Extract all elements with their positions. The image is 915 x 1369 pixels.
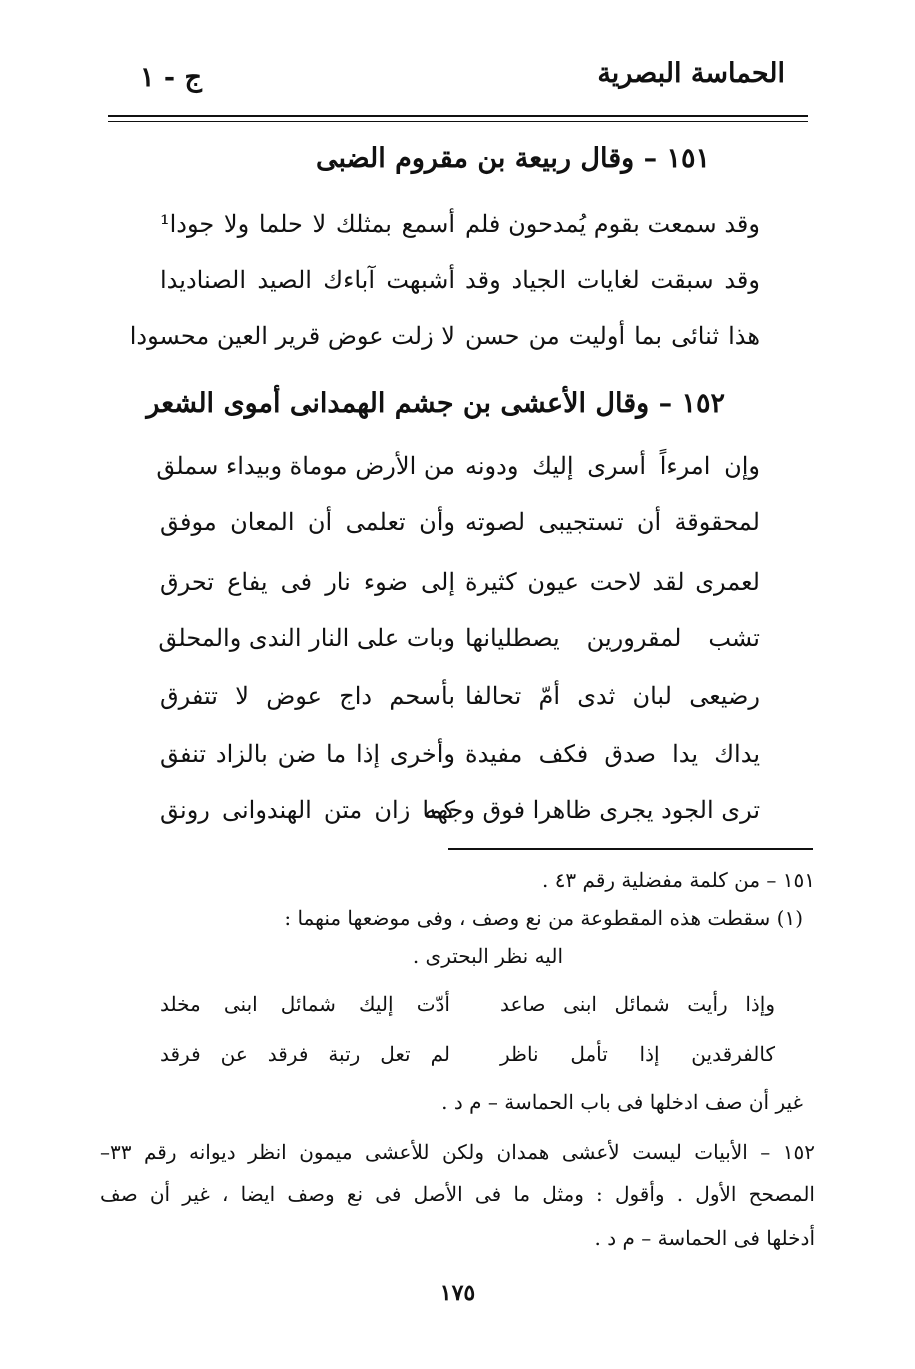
hemistich-second: وأخرى إذا ما ضن بالزاد تنفق: [160, 740, 455, 768]
header-rule: [108, 115, 808, 117]
footnote-1: (١) سقطت هذه المقطوعة من نع وصف ، وفى موضعها منهما :: [284, 906, 803, 930]
hemistich-first: كالفرقدين إذا تأمل ناظر: [500, 1042, 775, 1066]
hemistich-second: بأسحم داج عوض لا تتفرق: [160, 682, 455, 710]
hemistich-first: لمحقوقة أن تستجيبى لصوته: [465, 508, 760, 536]
footnote-152-line1: ١٥٢ – الأبيات ليست لأعشى همدان ولكن للأعشى ميمون انظر ديوانه رقم ٣٣–: [100, 1140, 815, 1164]
part-number: ج - ١: [140, 62, 202, 93]
hemistich-second: لا زلت عوض قرير العين محسودا: [129, 322, 455, 350]
footnote-1-cont: اليه نظر البحترى .: [412, 944, 563, 968]
verse-152-4: [160, 624, 760, 668]
hemistich-first: ترى الجود يجرى ظاهرا فوق وجهه: [424, 796, 760, 824]
hemistich-first: يداك يدا صدق فكف مفيدة: [465, 740, 760, 768]
hemistich-second: إلى ضوء نار فى يفاع تحرق: [160, 568, 455, 596]
hemistich-first: وإن امرءاً أسرى إليك ودونه: [465, 452, 760, 480]
footnote-rule: [448, 848, 813, 850]
page-number: ١٧٥: [439, 1280, 476, 1306]
hemistich-second: وبات على النار الندى والمحلق: [158, 624, 455, 652]
running-title: الحماسة البصرية: [597, 58, 785, 89]
hemistich-first: وقد سبقت لغايات الجياد وقد: [465, 266, 760, 294]
hemistich-second: أسمع بمثلك لا حلما ولا جودا¹: [160, 210, 455, 238]
hemistich-first: تشب لمقرورين يصطليانها: [465, 624, 760, 652]
poem-heading-151: ١٥١ – وقال ربيعة بن مقروم الضبى: [315, 143, 710, 174]
hemistich-first: هذا ثنائى بما أوليت من حسن: [465, 322, 760, 350]
hemistich-second: وأن تعلمى أن المعان موفق: [160, 508, 455, 536]
footnote-verse-2: [160, 1042, 775, 1076]
verse-152-7: [160, 796, 760, 840]
verse-152-6: [160, 740, 760, 784]
verse-152-1: [156, 452, 760, 496]
footnote-152-line3: أدخلها فى الحماسة – م د .: [594, 1226, 815, 1250]
poem-heading-152: ١٥٢ – وقال الأعشى بن جشم الهمدانى أموى الشعر: [146, 388, 725, 419]
hemistich-first: وإذا رأيت شمائل ابنى صاعد: [500, 992, 775, 1016]
footnote-1-end: غير أن صف ادخلها فى باب الحماسة – م د .: [441, 1090, 803, 1114]
footnote-151: ١٥١ – من كلمة مفضلية رقم ٤٣ .: [541, 868, 815, 892]
verse-152-3: [160, 568, 760, 612]
verse-152-5: [160, 682, 760, 726]
header-rule-thin: [108, 121, 808, 122]
footnote-verse-1: [160, 992, 775, 1026]
verse-151-2: [160, 266, 760, 310]
verse-151-1: [160, 210, 760, 254]
hemistich-second: أشبهت آباءك الصيد الصناديدا: [160, 266, 455, 294]
hemistich-second: أدّت إليك شمائل ابنى مخلد: [160, 992, 450, 1016]
verse-151-3: [129, 322, 760, 366]
hemistich-second: من الأرض موماة وبيداء سملق: [156, 452, 455, 480]
hemistich-first: وقد سمعت بقوم يُمدحون فلم: [465, 210, 760, 238]
footnote-152-line2: المصحح الأول . وأقول : ومثل ما فى الأصل فى نع وصف ايضا ، غير أن صف: [100, 1182, 815, 1206]
hemistich-second: كما زان متن الهندوانى رونق: [160, 796, 455, 824]
hemistich-first: رضيعى لبان ثدى أمّ تحالفا: [465, 682, 760, 710]
verse-152-2: [160, 508, 760, 552]
hemistich-second: لم تعل رتبة فرقد عن فرقد: [160, 1042, 450, 1066]
hemistich-first: لعمرى لقد لاحت عيون كثيرة: [465, 568, 760, 596]
